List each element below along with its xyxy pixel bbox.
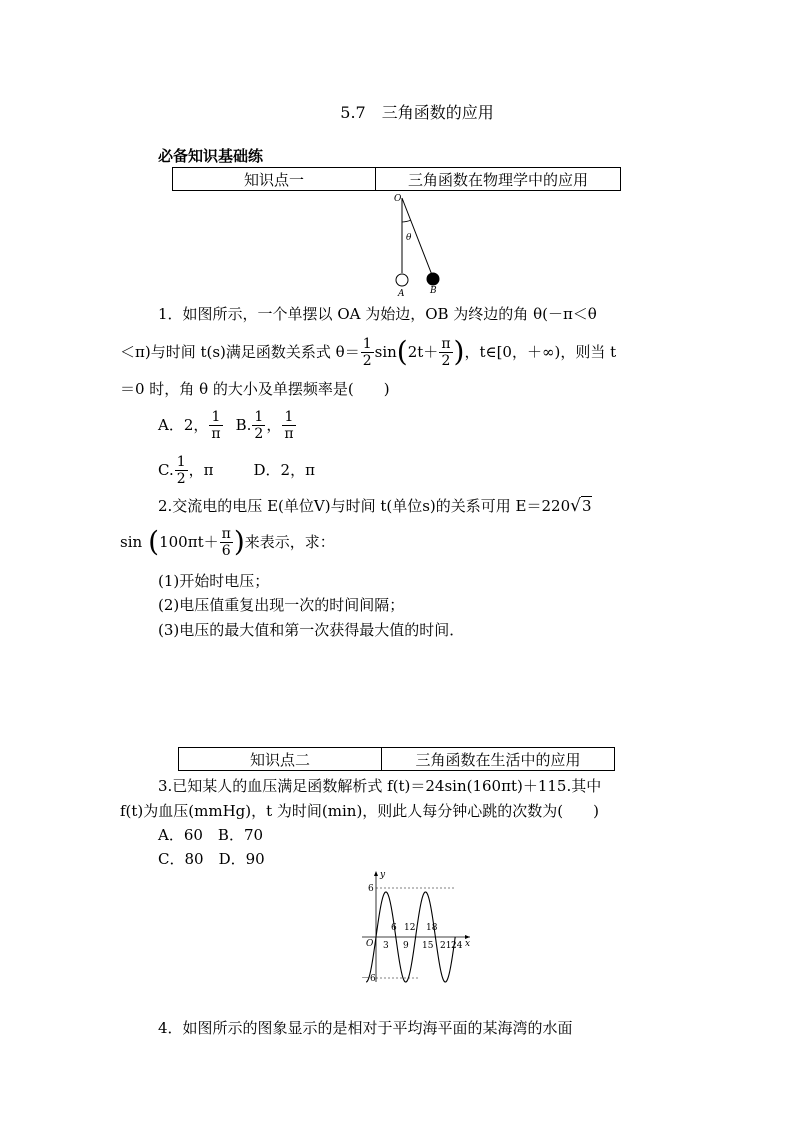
q1-option-b-fraction1: $\frac{1}{2}$ (254, 408, 264, 442)
angle-arc (402, 220, 411, 222)
q2-sin: sin (120, 533, 143, 551)
q1-half-fraction: $\frac{1}{2}$ (362, 335, 372, 369)
q3-line2: f(t)为血压(mmHg)，t 为时间(min)，则此人每分钟心跳的次数为( ) (120, 802, 600, 820)
q2-sub3: (3)电压的最大值和第一次获得最大值的时间． (158, 621, 465, 639)
x-axis-label: x (465, 939, 471, 949)
theta-label: θ (406, 233, 412, 243)
q1-line2a: ＜π)与时间 t(s)满足函数关系式 θ＝ (120, 343, 360, 361)
q2-line1a: 2.交流电的电压 E(单位V)与时间 t(单位s)的关系可用 E＝220 (158, 497, 571, 515)
q3-options-ab: A．60 B．70 (158, 826, 264, 844)
q1-open-paren: ( (396, 335, 408, 368)
q2-open-paren: ( (148, 525, 160, 558)
point-b-label: B (430, 286, 437, 296)
y-axis-arrow (374, 871, 378, 876)
page-title: 5.7 三角函数的应用 (340, 103, 494, 122)
q2-sub2: (2)电压值重复出现一次的时间间隔； (158, 596, 405, 614)
q1-option-a-prefix: A．2， (158, 416, 209, 434)
q1-line3: ＝0 时，角 θ 的大小及单摆频率是( ) (120, 380, 390, 398)
q1-option-a-fraction: $\frac{1}{\pi}$ (211, 408, 221, 442)
q2-close-paren: ) (233, 525, 245, 558)
x-tick-6: 6 (391, 923, 397, 933)
q2-sqrt3: 3 (581, 497, 592, 515)
point-a-label: A (398, 289, 405, 296)
section-heading: 必备知识基础练 (158, 147, 264, 165)
x-tick-18: 18 (426, 923, 438, 933)
q1-sin: sin (374, 343, 397, 361)
y-axis-label: y (380, 870, 386, 880)
q1-options-cd (158, 450, 315, 490)
q1-option-b-sep: ， (266, 416, 282, 434)
q1-option-b-prefix: B. (235, 416, 252, 434)
q1-line2 (120, 330, 616, 374)
origin-label: O (366, 939, 374, 949)
q3-options-cd: C．80 D．90 (158, 850, 265, 868)
q1-option-c-post: ，π (188, 461, 214, 479)
q2-sub1: (1)开始时电压； (158, 572, 270, 590)
pendulum-diagram (384, 190, 454, 296)
q1-option-d: D．2，π (253, 461, 315, 479)
q2-line1: 2.交流电的电压 E(单位V)与时间 t(单位s)的关系可用 E＝220√3 (158, 496, 592, 516)
x-tick-24: 24 (451, 941, 463, 951)
q1-pi-fraction: $\frac{\pi}{2}$ (441, 335, 451, 369)
tide-graph (358, 868, 478, 984)
bob-a-circle (396, 274, 408, 286)
x-tick-9: 9 (403, 941, 409, 951)
q2-line2 (120, 520, 335, 564)
q2-pi-fraction: $\frac{\pi}{6}$ (221, 525, 231, 559)
q1-option-c-prefix: C. (158, 461, 174, 479)
q1-line1: 1．如图所示，一个单摆以 OA 为始边，OB 为终边的角 θ(－π＜θ (158, 305, 597, 323)
kp1-label: 知识点一 (173, 168, 376, 191)
knowledge-point-2-header (178, 747, 615, 771)
q1-inner: 2t＋ (407, 343, 439, 361)
x-tick-12: 12 (404, 923, 416, 933)
point-o-label: O (394, 194, 402, 204)
kp1-topic: 三角函数在物理学中的应用 (376, 168, 621, 191)
q1-line2b: ，t∈[0，＋∞)，则当 t (464, 343, 617, 361)
q1-option-b-fraction2: $\frac{1}{\pi}$ (284, 408, 294, 442)
y-tick-neg6: －6 (361, 974, 376, 984)
q1-close-paren: ) (453, 335, 465, 368)
x-tick-15: 15 (422, 941, 434, 951)
knowledge-point-1-header (172, 167, 621, 191)
q2-tail: 来表示，求： (244, 533, 335, 551)
q2-inner: 100πt＋ (159, 533, 219, 551)
x-tick-3: 3 (383, 941, 389, 951)
q1-option-c-fraction: $\frac{1}{2}$ (176, 453, 186, 487)
q1-options-ab (158, 403, 297, 447)
q4-line1: 4．如图所示的图象显示的是相对于平均海平面的某海湾的水面 (158, 1019, 573, 1037)
y-tick-6: 6 (368, 884, 374, 894)
x-tick-21: 21 (440, 941, 452, 951)
q3-line1: 3.已知某人的血压满足函数解析式 f(t)＝24sin(160πt)＋115.其中 (158, 777, 602, 795)
kp2-label: 知识点二 (179, 748, 382, 771)
bob-b-circle (427, 273, 439, 285)
kp2-topic: 三角函数在生活中的应用 (382, 748, 615, 771)
